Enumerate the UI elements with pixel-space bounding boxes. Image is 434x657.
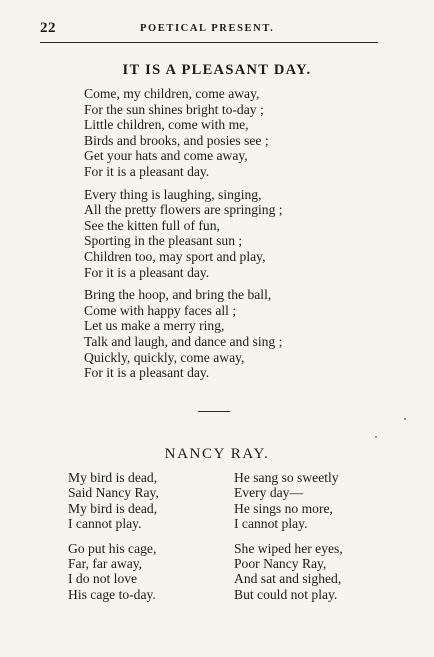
poem-column-left — [68, 470, 228, 611]
stanza — [84, 187, 384, 281]
header-rule — [40, 42, 378, 43]
verse-line: She wiped her eyes, — [234, 540, 343, 556]
verse-line: Sporting in the pleasant sun ; — [84, 233, 243, 249]
verse-line: Poor Nancy Ray, — [234, 556, 327, 572]
stanza — [84, 287, 384, 381]
paper-speck — [404, 418, 406, 420]
verse-line: He sings no more, — [234, 500, 333, 516]
verse-line: For it is a pleasant day. — [84, 264, 210, 280]
stanza — [234, 470, 394, 532]
verse-line: For it is a pleasant day. — [84, 365, 210, 381]
paper-speck — [375, 436, 377, 438]
verse-line: Go put his cage, — [68, 540, 157, 556]
stanza — [84, 86, 384, 180]
verse-line: Birds and brooks, and posies see ; — [84, 132, 269, 148]
page-header — [40, 20, 380, 38]
verse-line: Said Nancy Ray, — [68, 485, 159, 501]
verse-line: My bird is dead, — [68, 470, 158, 485]
stanza — [68, 541, 228, 603]
verse-line: But could not play. — [234, 586, 338, 602]
poem-column-right — [234, 470, 394, 611]
poem-body — [84, 86, 384, 388]
page-number: 22 — [40, 20, 56, 36]
poem-title: NANCY RAY. — [164, 446, 270, 462]
verse-line: I cannot play. — [68, 516, 142, 532]
verse-line: Children too, may sport and play, — [84, 248, 266, 264]
verse-line: I cannot play. — [234, 516, 308, 532]
verse-line: And sat and sighed, — [234, 571, 342, 587]
verse-line: Come with happy faces all ; — [84, 302, 237, 318]
verse-line: His cage to-day. — [68, 586, 156, 602]
verse-line: Get your hats and come away, — [84, 148, 248, 164]
verse-line: He sang so sweetly — [234, 470, 339, 485]
verse-line: Every thing is laughing, singing, — [84, 186, 262, 202]
verse-line: Let us make a merry ring, — [84, 318, 225, 334]
stanza — [234, 541, 394, 603]
verse-line: Come, my children, come away, — [84, 86, 260, 101]
verse-line: Talk and laugh, and dance and sing ; — [84, 333, 283, 349]
verse-line: All the pretty flowers are springing ; — [84, 202, 283, 218]
verse-line: Bring the hoop, and bring the ball, — [84, 287, 272, 303]
verse-line: See the kitten full of fun, — [84, 217, 220, 233]
verse-line: Every day— — [234, 485, 304, 501]
stanza — [68, 470, 228, 532]
verse-line: My bird is dead, — [68, 500, 158, 516]
verse-line: Quickly, quickly, come away, — [84, 349, 245, 365]
poem-title: IT IS A PLEASANT DAY. — [122, 62, 312, 78]
verse-line: For it is a pleasant day. — [84, 163, 210, 179]
section-divider — [198, 411, 230, 412]
verse-line: I do not love — [68, 571, 138, 587]
verse-line: For the sun shines bright to-day ; — [84, 101, 264, 117]
running-head: POETICAL PRESENT. — [140, 23, 275, 34]
verse-line: Little children, come with me, — [84, 117, 249, 133]
verse-line: Far, far away, — [68, 556, 143, 572]
